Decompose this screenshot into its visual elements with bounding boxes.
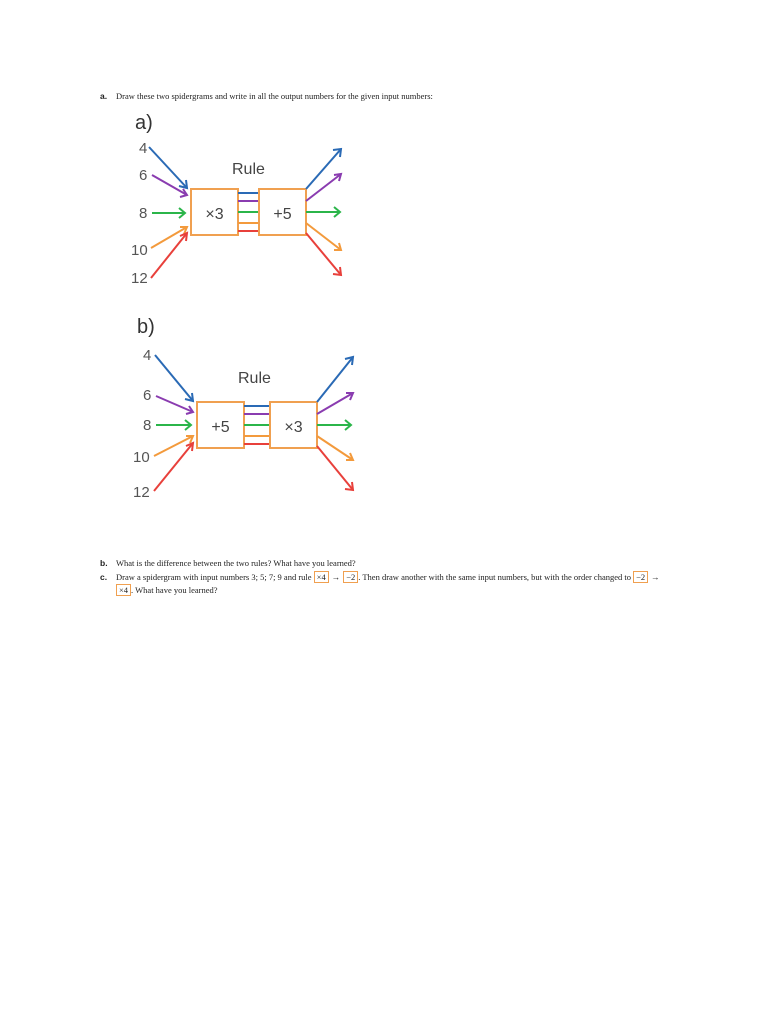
- diagram-b-input-10: 10: [133, 449, 150, 466]
- diagram-a-connectors: [238, 193, 259, 231]
- diagram-b-input-arrows: [154, 355, 193, 491]
- question-b: [100, 558, 356, 569]
- diagram-a-rule-title: Rule: [232, 161, 265, 178]
- rule2-op2-box: ×4: [116, 584, 131, 596]
- diagram-b-input-8: 8: [143, 417, 152, 434]
- diagram-a-input-8: 8: [139, 205, 148, 222]
- diagram-b-rule-title: Rule: [238, 370, 271, 387]
- question-b-label: b.: [100, 558, 108, 568]
- question-c-text-3: . What have you learned?: [131, 585, 218, 595]
- question-c-line-2: [116, 584, 218, 596]
- diagram-a-input-6: 6: [139, 167, 148, 184]
- rule2-arrow: →: [651, 572, 660, 582]
- diagram-a-input-arrows: [149, 147, 187, 278]
- diagram-a-input-12: 12: [131, 270, 148, 287]
- question-c-text-2: . Then draw another with the same input numbers, but with the order changed to: [358, 572, 631, 582]
- diagram-a-label: a): [135, 112, 153, 134]
- spidergram-b: [125, 313, 385, 503]
- rule1-op2-box: −2: [343, 571, 358, 583]
- question-c-label: c.: [100, 572, 108, 582]
- diagram-a-op2: +5: [273, 206, 292, 223]
- question-c-text-1: Draw a spidergram with input numbers 3; 5; 7; 9 and rule: [116, 572, 312, 582]
- diagram-b-connectors: [244, 406, 270, 444]
- rule1-op1-box: ×4: [314, 571, 329, 583]
- diagram-a-op1: ×3: [205, 206, 224, 223]
- diagram-a-input-4: 4: [139, 140, 148, 157]
- question-c: [100, 571, 663, 583]
- rule1-arrow: →: [331, 572, 341, 582]
- question-a: [100, 91, 433, 102]
- diagram-b-op1: +5: [211, 419, 230, 436]
- question-b-text: What is the difference between the two rules? What have you learned?: [116, 558, 356, 568]
- diagram-b-input-12: 12: [133, 484, 150, 501]
- question-a-label: a.: [100, 91, 108, 101]
- diagram-a-input-10: 10: [131, 242, 148, 259]
- diagram-b-op2: ×3: [284, 419, 303, 436]
- diagram-b-output-arrows: [317, 357, 353, 490]
- diagram-b-input-6: 6: [143, 387, 152, 404]
- question-a-text: Draw these two spidergrams and write in all the output numbers for the given input numbers:: [116, 91, 433, 101]
- spidergram-a: [125, 105, 385, 290]
- diagram-a-output-arrows: [306, 149, 341, 275]
- diagram-b-label: b): [137, 316, 155, 338]
- diagram-b-input-4: 4: [143, 347, 152, 364]
- rule2-op1-box: −2: [633, 571, 648, 583]
